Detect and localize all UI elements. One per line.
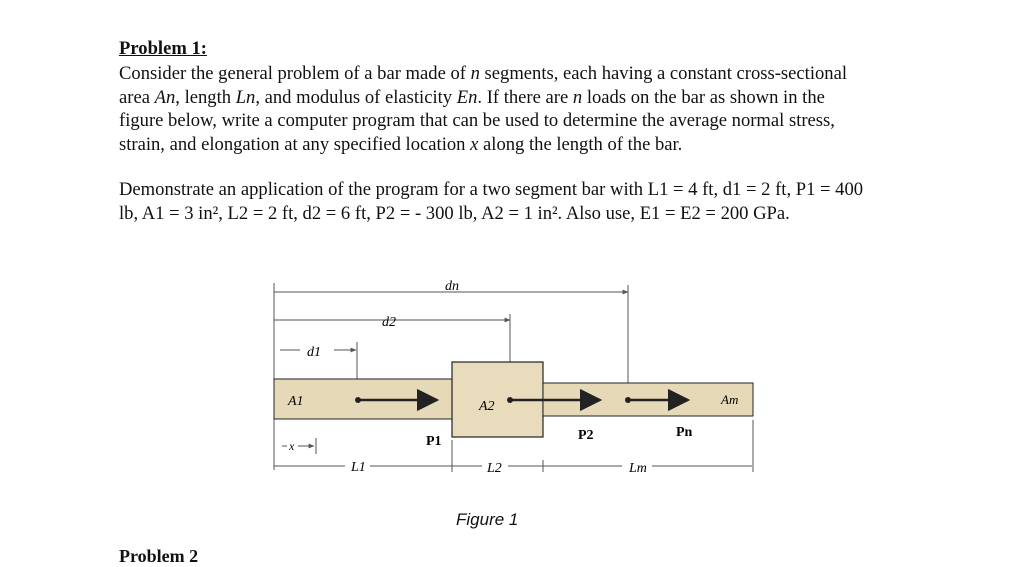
label-A1: A1 xyxy=(288,394,304,409)
problem-title: Problem 1: xyxy=(119,38,207,59)
statement-line-1: Consider the general problem of a bar made of n segments, each having a constant cross-sectional xyxy=(119,63,848,84)
label-L1: L1 xyxy=(351,460,366,475)
label-x: x xyxy=(289,439,295,453)
label-Lm: Lm xyxy=(629,461,647,476)
statement-line-2: area An, length Ln, and modulus of elasticity En. If there are n loads on the bar as shown in the xyxy=(119,86,825,108)
statement-line-4: strain, and elongation at any specified location x along the length of the bar. xyxy=(119,133,683,155)
label-Am: Am xyxy=(721,392,739,407)
statement-line-3: figure below, write a computer program that can be used to determine the average normal stress, xyxy=(119,110,835,131)
label-A2: A2 xyxy=(479,399,495,414)
label-P2: P2 xyxy=(578,428,594,443)
demo-line-2: lb, A1 = 3 in², L2 = 2 ft, d2 = 6 ft, P2 = - 300 lb, A2 = 1 in². Also use, E1 = E2 = 200 GPa. xyxy=(119,202,790,224)
demo-line-1: Demonstrate an application of the program for a two segment bar with L1 = 4 ft, d1 = 2 ft, P1 = 400 xyxy=(119,179,864,200)
label-d1: d1 xyxy=(307,345,321,360)
next-problem-heading: Problem 2 xyxy=(119,546,199,566)
label-L2: L2 xyxy=(487,461,502,476)
label-P1: P1 xyxy=(426,434,442,449)
figure-caption: Figure 1 xyxy=(456,510,519,529)
label-d2: d2 xyxy=(382,315,396,330)
label-dn: dn xyxy=(445,279,459,294)
label-Pn: Pn xyxy=(676,425,693,440)
